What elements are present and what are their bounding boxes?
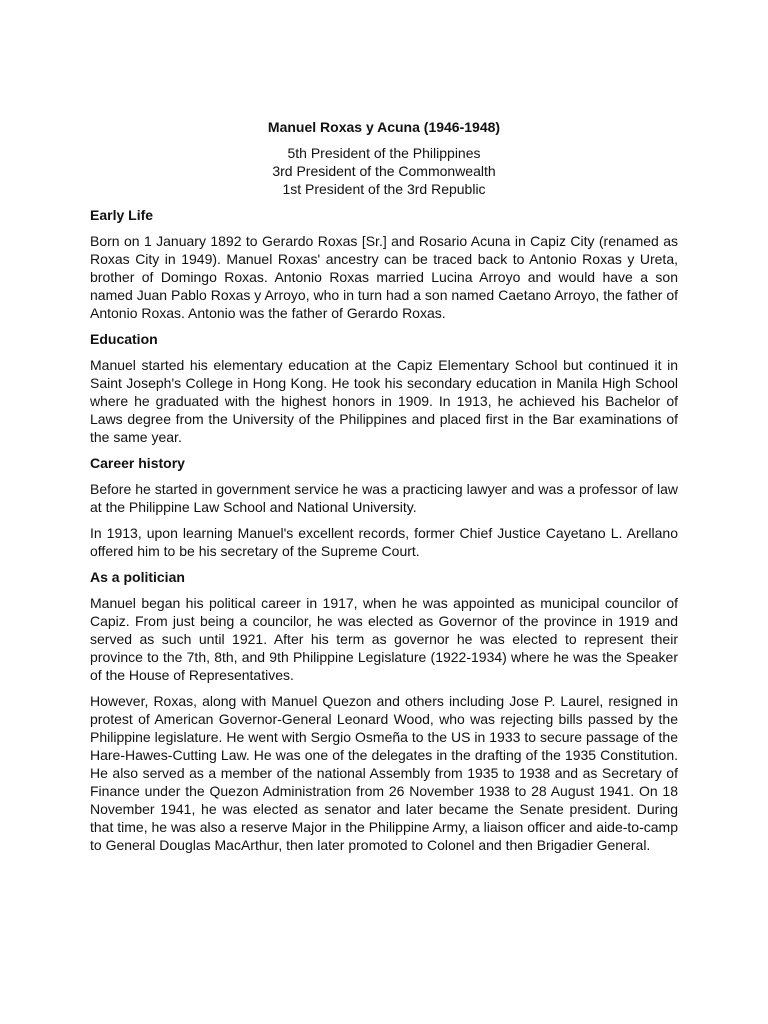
subtitle-line: 1st President of the 3rd Republic	[282, 181, 486, 197]
paragraph: Manuel began his political career in 1917, when he was appointed as municipal councilor of Capiz. From just being a councilor, he was elected as Governor of the province in 1919 and served as such until 1921. After his term as governor he was elected to represent their province to the 7th, 8th, and 9th Philippine Legislature (1922-1934) where he was the Speaker of the House of Representatives.	[90, 595, 678, 683]
section-heading: Early Life	[90, 207, 154, 223]
paragraph: Born on 1 January 1892 to Gerardo Roxas [Sr.] and Rosario Acuna in Capiz City (renamed as Roxas City in 1949). Manuel Roxas' ancestry can be traced back to Antonio Roxas y Ureta, brother of Domingo Roxas. Antonio Roxas married Lucina Arroyo and would have a son named Juan Pablo Roxas y Arroyo, who in turn had a son named Caetano Arroyo, the father of Antonio Roxas. Antonio was the father of Gerardo Roxas.	[90, 233, 678, 321]
subtitle-line: 5th President of the Philippines	[287, 145, 481, 161]
section-early-life	[90, 206, 678, 322]
paragraph: However, Roxas, along with Manuel Quezon and others including Jose P. Laurel, resigned in protest of American Governor-General Leonard Wood, who was rejecting bills passed by the Philippine legislature. He went with Sergio Osmeña to the US in 1933 to secure passage of the Hare-Hawes-Cutting Law. He was one of the delegates in the drafting of the 1935 Constitution. He also served as a member of the national Assembly from 1935 to 1938 and as Secretary of Finance under the Quezon Administration from 26 November 1938 to 28 August 1941. On 18 November 1941, he was elected as senator and later became the Senate president. During that time, he was also a reserve Major in the Philippine Army, a liaison officer and aide-to-camp to General Douglas MacArthur, then later promoted to Colonel and then Brigadier General.	[90, 693, 678, 853]
paragraph: Manuel started his elementary education at the Capiz Elementary School but continued it in Saint Joseph's College in Hong Kong. He took his secondary education in Manila High School where he graduated with the highest honors in 1909. In 1913, he achieved his Bachelor of Laws degree from the University of the Philippines and placed first in the Bar examinations of the same year.	[90, 357, 678, 445]
section-career-history	[90, 454, 678, 560]
document-page	[90, 118, 678, 862]
section-heading: Education	[90, 331, 158, 347]
document-title: Manuel Roxas y Acuna (1946-1948)	[267, 119, 501, 135]
document-subtitle	[90, 144, 678, 198]
section-as-a-politician	[90, 568, 678, 854]
section-heading: Career history	[90, 455, 185, 471]
section-education	[90, 330, 678, 446]
section-heading: As a politician	[90, 569, 185, 585]
paragraph: In 1913, upon learning Manuel's excellent records, former Chief Justice Cayetano L. Arellano offered him to be his secretary of the Supreme Court.	[90, 525, 678, 559]
subtitle-line: 3rd President of the Commonwealth	[272, 163, 496, 179]
paragraph: Before he started in government service he was a practicing lawyer and was a professor of law at the Philippine Law School and National University.	[90, 481, 678, 515]
